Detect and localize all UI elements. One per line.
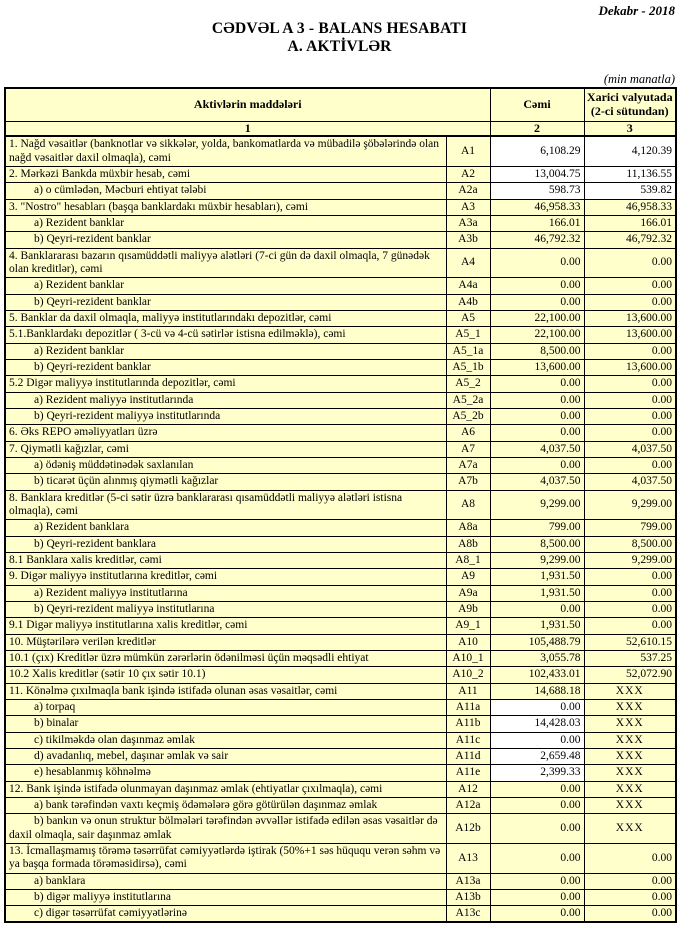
row-code: A8_1 (446, 552, 490, 568)
table-row (5, 873, 676, 889)
row-total-value: 22,100.00 (490, 327, 584, 343)
row-foreign-currency-value: 0.00 (584, 425, 676, 441)
row-label: 8. Banklara kreditlər (5-ci sətir üzrə banklararası qısamüddətli maliyyə alətləri istisna olmaqla), cəmi (5, 490, 446, 520)
row-foreign-currency-value: XXX (584, 716, 676, 732)
row-foreign-currency-value: 52,072.90 (584, 667, 676, 683)
table-body (5, 136, 676, 922)
row-code: A5_1a (446, 343, 490, 359)
row-label: 5. Banklar da daxil olmaqla, maliyyə institutlarındakı depozitlər, cəmi (5, 311, 446, 327)
report-date: Dekabr - 2018 (598, 3, 675, 18)
row-label: 13. İcmallaşmamış törəmə təsərrüfat cəmiyyətlərdə iştirak (50%+1 səs hüququ verən səhm və ya başqa formada törəməsidirsə), cəmi (5, 843, 446, 873)
row-code: A11c (446, 732, 490, 748)
table-row (5, 343, 676, 359)
row-code: A13 (446, 843, 490, 873)
table-row (5, 474, 676, 490)
row-code: A3 (446, 199, 490, 215)
report-title: CƏDVƏL A 3 - BALANS HESABATI (211, 20, 468, 37)
row-foreign-currency-value: XXX (584, 814, 676, 844)
row-label: a) Rezident banklara (5, 520, 446, 536)
row-label: a) ödəniş müddətinədək saxlanılan (5, 457, 446, 473)
row-total-value: 0.00 (490, 732, 584, 748)
row-code: A7b (446, 474, 490, 490)
row-code: A5_1b (446, 360, 490, 376)
row-foreign-currency-value: 539.82 (584, 183, 676, 199)
row-total-value: 0.00 (490, 781, 584, 797)
column-number-row (5, 121, 676, 136)
row-label: 7. Qiymətli kağızlar, cəmi (5, 441, 446, 457)
table-row (5, 601, 676, 617)
row-foreign-currency-value: 0.00 (584, 294, 676, 310)
row-foreign-currency-value: 13,600.00 (584, 311, 676, 327)
row-foreign-currency-value: 799.00 (584, 520, 676, 536)
row-total-value: 1,931.50 (490, 618, 584, 634)
balance-sheet-table (4, 87, 677, 923)
row-code: A12 (446, 781, 490, 797)
row-label: 12. Bank işində istifadə olunmayan daşınmaz əmlak (ehtiyatlar çıxılmaqla), cəmi (5, 781, 446, 797)
row-foreign-currency-value: XXX (584, 765, 676, 781)
row-label: b) binalar (5, 716, 446, 732)
unit-note: (min manatla) (603, 72, 675, 86)
table-row (5, 569, 676, 585)
col-number-3: 3 (584, 121, 676, 136)
row-total-value: 0.00 (490, 248, 584, 278)
table-row (5, 216, 676, 232)
row-code: A4 (446, 248, 490, 278)
row-total-value: 9,299.00 (490, 552, 584, 568)
row-foreign-currency-value: 0.00 (584, 457, 676, 473)
row-foreign-currency-value: 11,136.55 (584, 167, 676, 183)
row-label: 5.1.Banklardakı depozitlər ( 3-cü və 4-cü sətirlər istisna edilməklə), cəmi (5, 327, 446, 343)
row-label: b) bankın və onun struktur bölmələri tərəfindən əvvəllər istifadə edilən əsas vəsaitlər də daxil olmaqla, sair daşınmaz əmlak (5, 814, 446, 844)
table-row (5, 457, 676, 473)
row-foreign-currency-value: XXX (584, 781, 676, 797)
row-foreign-currency-value: 0.00 (584, 408, 676, 424)
row-total-value: 46,792.32 (490, 232, 584, 248)
row-total-value: 0.00 (490, 601, 584, 617)
table-row (5, 797, 676, 813)
table-row (5, 490, 676, 520)
table-row (5, 683, 676, 699)
row-label: b) Qeyri-rezident banklar (5, 232, 446, 248)
row-total-value: 0.00 (490, 392, 584, 408)
row-total-value: 0.00 (490, 906, 584, 923)
row-foreign-currency-value: XXX (584, 683, 676, 699)
row-foreign-currency-value: XXX (584, 699, 676, 715)
row-total-value: 8,500.00 (490, 343, 584, 359)
row-foreign-currency-value: 46,792.32 (584, 232, 676, 248)
table-header-row (5, 88, 676, 121)
table-row (5, 199, 676, 215)
table-row (5, 634, 676, 650)
row-total-value: 3,055.78 (490, 650, 584, 666)
row-label: a) Rezident banklar (5, 343, 446, 359)
row-foreign-currency-value: 8,500.00 (584, 536, 676, 552)
table-row (5, 906, 676, 923)
col-header-total: Cəmi (490, 88, 584, 121)
row-total-value: 0.00 (490, 873, 584, 889)
row-label: b) Qeyri-rezident maliyyə institutlarına (5, 601, 446, 617)
row-code: A8 (446, 490, 490, 520)
table-row (5, 248, 676, 278)
row-foreign-currency-value: 166.01 (584, 216, 676, 232)
row-total-value: 46,958.33 (490, 199, 584, 215)
row-label: 3. "Nostro" hesabları (başqa banklardakı müxbir hesabları), cəmi (5, 199, 446, 215)
row-foreign-currency-value: 0.00 (584, 585, 676, 601)
row-total-value: 4,037.50 (490, 441, 584, 457)
row-total-value: 0.00 (490, 843, 584, 873)
row-label: a) Rezident maliyyə institutlarına (5, 585, 446, 601)
row-label: 11. Könəlmə çıxılmaqla bank işində istifadə olunan əsas vəsaitlər, cəmi (5, 683, 446, 699)
row-code: A3b (446, 232, 490, 248)
row-code: A9 (446, 569, 490, 585)
row-code: A6 (446, 425, 490, 441)
row-code: A10_1 (446, 650, 490, 666)
row-label: b) Qeyri-rezident banklar (5, 360, 446, 376)
row-label: 6. Əks REPO əməliyyatları üzrə (5, 425, 446, 441)
row-foreign-currency-value: 0.00 (584, 618, 676, 634)
row-code: A2 (446, 167, 490, 183)
table-row (5, 360, 676, 376)
row-total-value: 14,688.18 (490, 683, 584, 699)
row-label: a) torpaq (5, 699, 446, 715)
row-foreign-currency-value: 0.00 (584, 569, 676, 585)
row-total-value: 0.00 (490, 889, 584, 905)
row-total-value: 0.00 (490, 376, 584, 392)
row-foreign-currency-value: 537.25 (584, 650, 676, 666)
table-row (5, 667, 676, 683)
row-total-value: 4,037.50 (490, 474, 584, 490)
row-label: 4. Banklararası bazarın qısamüddətli maliyyə alətləri (7-ci gün də daxil olmaqla, 7 günədək olan kreditlər), cəmi (5, 248, 446, 278)
row-foreign-currency-value: 13,600.00 (584, 360, 676, 376)
row-total-value: 598.73 (490, 183, 584, 199)
row-label: b) ticarət üçün alınmış qiymətli kağızlar (5, 474, 446, 490)
table-row (5, 232, 676, 248)
row-code: A5_2a (446, 392, 490, 408)
row-code: A11e (446, 765, 490, 781)
row-code: A11a (446, 699, 490, 715)
row-label: 8.1 Banklara xalis kreditlər, cəmi (5, 552, 446, 568)
row-label: a) o cümlədən, Məcburi ehtiyat tələbi (5, 183, 446, 199)
row-label: 10. Müştərilərə verilən kreditlər (5, 634, 446, 650)
table-row (5, 618, 676, 634)
row-total-value: 1,931.50 (490, 585, 584, 601)
row-label: a) banklara (5, 873, 446, 889)
row-label: b) Qeyri-rezident banklara (5, 536, 446, 552)
row-foreign-currency-value: XXX (584, 797, 676, 813)
table-row (5, 408, 676, 424)
row-label: 10.1 (çıx) Kreditlər üzrə mümkün zərərlərin ödənilməsi üçün məqsədli ehtiyat (5, 650, 446, 666)
row-total-value: 0.00 (490, 797, 584, 813)
row-label: b) digər maliyyə institutlarına (5, 889, 446, 905)
table-row (5, 748, 676, 764)
row-code: A9a (446, 585, 490, 601)
row-total-value: 166.01 (490, 216, 584, 232)
table-row (5, 716, 676, 732)
row-total-value: 0.00 (490, 699, 584, 715)
row-foreign-currency-value: 0.00 (584, 278, 676, 294)
row-code: A10_2 (446, 667, 490, 683)
col-header-items: Aktivlərin maddələri (5, 88, 490, 121)
table-row (5, 650, 676, 666)
table-row (5, 441, 676, 457)
row-label: d) avadanlıq, mebel, daşınar əmlak və sair (5, 748, 446, 764)
row-label: 1. Nağd vəsaitlər (banknotlar və sikkələr, yolda, bankomatlarda və mübadilə şöbələrində olan nağd vəsaitlər daxil olmaqla), cəmi (5, 136, 446, 166)
row-code: A13c (446, 906, 490, 923)
row-total-value: 0.00 (490, 278, 584, 294)
table-row (5, 425, 676, 441)
row-code: A5 (446, 311, 490, 327)
row-code: A7 (446, 441, 490, 457)
table-row (5, 392, 676, 408)
row-total-value: 799.00 (490, 520, 584, 536)
row-total-value: 13,004.75 (490, 167, 584, 183)
table-row (5, 843, 676, 873)
row-label: b) Qeyri-rezident banklar (5, 294, 446, 310)
row-foreign-currency-value: 0.00 (584, 906, 676, 923)
row-foreign-currency-value: 0.00 (584, 343, 676, 359)
row-code: A9_1 (446, 618, 490, 634)
row-code: A12a (446, 797, 490, 813)
row-total-value: 8,500.00 (490, 536, 584, 552)
row-code: A5_1 (446, 327, 490, 343)
table-row (5, 781, 676, 797)
row-foreign-currency-value: 9,299.00 (584, 552, 676, 568)
row-total-value: 9,299.00 (490, 490, 584, 520)
row-label: 2. Mərkəzi Bankda müxbir hesab, cəmi (5, 167, 446, 183)
row-label: 9.1 Digər maliyyə institutlarına xalis kreditlər, cəmi (5, 618, 446, 634)
table-row (5, 294, 676, 310)
row-label: a) Rezident banklar (5, 216, 446, 232)
row-code: A12b (446, 814, 490, 844)
row-label: c) tikilməkdə olan daşınmaz əmlak (5, 732, 446, 748)
row-code: A5_2 (446, 376, 490, 392)
row-code: A8b (446, 536, 490, 552)
row-total-value: 0.00 (490, 425, 584, 441)
row-total-value: 14,428.03 (490, 716, 584, 732)
row-foreign-currency-value: 4,120.39 (584, 136, 676, 166)
row-foreign-currency-value: XXX (584, 732, 676, 748)
row-label: 9. Digər maliyyə institutlarına kreditlər, cəmi (5, 569, 446, 585)
col-number-1: 1 (5, 121, 490, 136)
row-foreign-currency-value: 0.00 (584, 392, 676, 408)
table-row (5, 585, 676, 601)
row-total-value: 0.00 (490, 814, 584, 844)
table-row (5, 520, 676, 536)
table-row (5, 889, 676, 905)
table-row (5, 699, 676, 715)
row-foreign-currency-value: 0.00 (584, 843, 676, 873)
row-total-value: 102,433.01 (490, 667, 584, 683)
row-label: 5.2 Digər maliyyə institutlarında depozitlər, cəmi (5, 376, 446, 392)
table-row (5, 183, 676, 199)
row-total-value: 22,100.00 (490, 311, 584, 327)
row-foreign-currency-value: XXX (584, 748, 676, 764)
table-row (5, 136, 676, 166)
row-total-value: 6,108.29 (490, 136, 584, 166)
table-row (5, 814, 676, 844)
table-row (5, 536, 676, 552)
table-row (5, 278, 676, 294)
col-header-foreign: Xarici valyutada (2-ci sütundan) (584, 88, 676, 121)
row-foreign-currency-value: 4,037.50 (584, 441, 676, 457)
row-total-value: 1,931.50 (490, 569, 584, 585)
table-row (5, 327, 676, 343)
table-row (5, 311, 676, 327)
row-code: A4a (446, 278, 490, 294)
report-subtitle: A. AKTİVLƏR (287, 38, 392, 55)
row-total-value: 0.00 (490, 408, 584, 424)
row-code: A4b (446, 294, 490, 310)
row-code: A11 (446, 683, 490, 699)
row-code: A8a (446, 520, 490, 536)
row-total-value: 13,600.00 (490, 360, 584, 376)
row-label: e) hesablanmış köhnəlmə (5, 765, 446, 781)
row-code: A13a (446, 873, 490, 889)
table-row (5, 552, 676, 568)
row-code: A10 (446, 634, 490, 650)
row-total-value: 0.00 (490, 294, 584, 310)
row-code: A13b (446, 889, 490, 905)
row-label: a) bank tərəfindən vaxtı keçmiş ödəmələrə görə götürülən daşınmaz əmlak (5, 797, 446, 813)
row-foreign-currency-value: 52,610.15 (584, 634, 676, 650)
row-foreign-currency-value: 13,600.00 (584, 327, 676, 343)
row-code: A3a (446, 216, 490, 232)
row-label: a) Rezident maliyyə institutlarında (5, 392, 446, 408)
row-code: A11d (446, 748, 490, 764)
row-code: A9b (446, 601, 490, 617)
row-label: c) digər təsərrüfat cəmiyyətlərinə (5, 906, 446, 923)
row-foreign-currency-value: 0.00 (584, 376, 676, 392)
table-row (5, 732, 676, 748)
row-total-value: 0.00 (490, 457, 584, 473)
row-foreign-currency-value: 9,299.00 (584, 490, 676, 520)
row-foreign-currency-value: 0.00 (584, 889, 676, 905)
table-row (5, 765, 676, 781)
row-label: a) Rezident banklar (5, 278, 446, 294)
table-row (5, 167, 676, 183)
row-code: A5_2b (446, 408, 490, 424)
row-code: A2a (446, 183, 490, 199)
row-total-value: 105,488.79 (490, 634, 584, 650)
row-label: b) Qeyri-rezident maliyyə institutlarında (5, 408, 446, 424)
row-label: 10.2 Xalis kreditlər (sətir 10 çıx sətir 10.1) (5, 667, 446, 683)
row-foreign-currency-value: 46,958.33 (584, 199, 676, 215)
row-foreign-currency-value: 0.00 (584, 873, 676, 889)
row-foreign-currency-value: 0.00 (584, 601, 676, 617)
row-code: A11b (446, 716, 490, 732)
row-total-value: 2,399.33 (490, 765, 584, 781)
row-foreign-currency-value: 4,037.50 (584, 474, 676, 490)
row-code: A7a (446, 457, 490, 473)
row-code: A1 (446, 136, 490, 166)
row-foreign-currency-value: 0.00 (584, 248, 676, 278)
row-total-value: 2,659.48 (490, 748, 584, 764)
col-number-2: 2 (490, 121, 584, 136)
table-row (5, 376, 676, 392)
